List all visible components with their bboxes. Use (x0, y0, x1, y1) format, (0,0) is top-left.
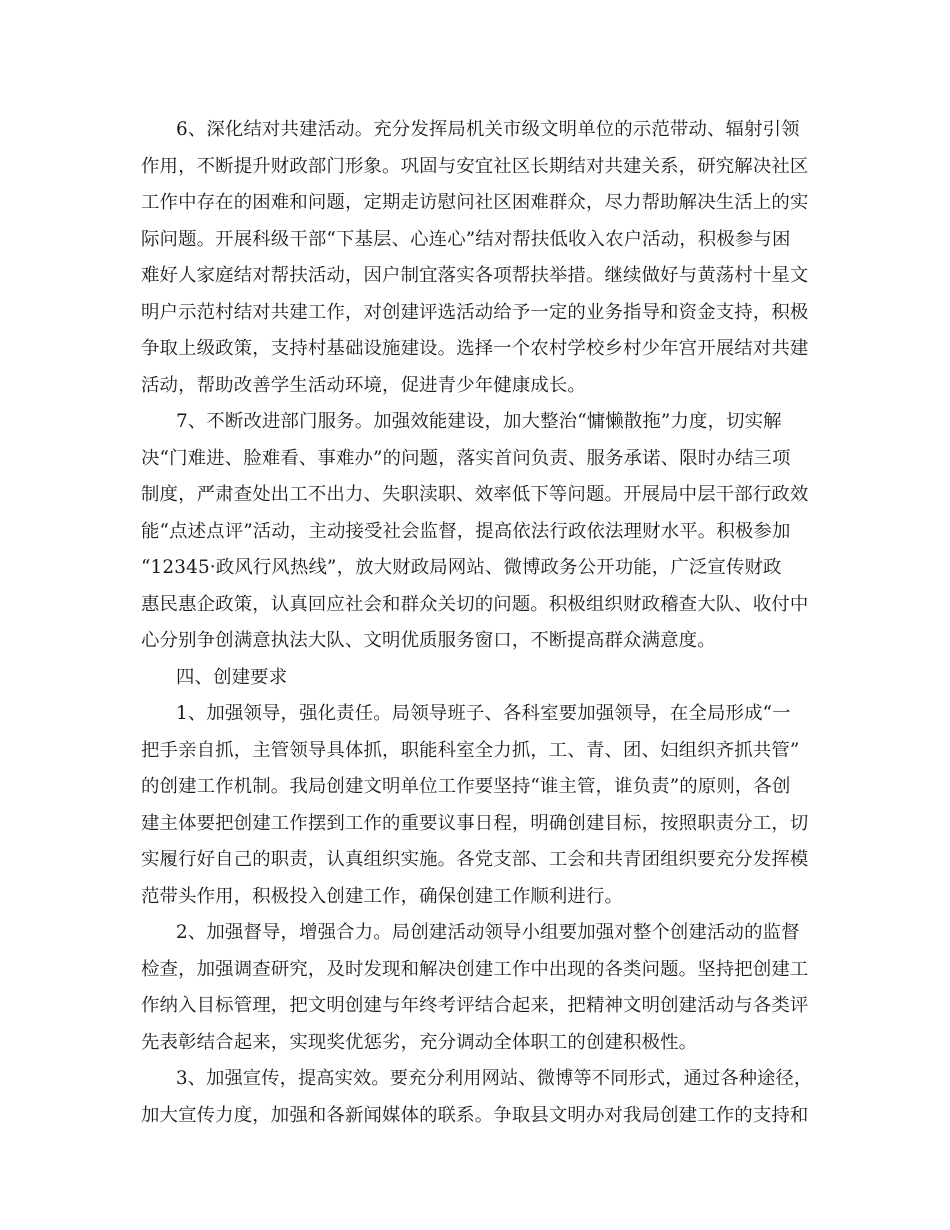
text-line: 能“点述点评”活动，主动接受社会监督，提高依法行政依法理财水平。积极参加 (141, 521, 791, 542)
text-line: 作用，不断提升财政部门形象。巩固与安宜社区长期结对共建关系，研究解决社区 (141, 156, 809, 177)
text-line: 把手亲自抓，主管领导具体抓，职能科室全力抓，工、青、团、妇组织齐抓共管” (141, 740, 800, 761)
text-line: 加大宣传力度，加强和各新闻媒体的联系。争取县文明办对我局创建工作的支持和 (141, 1105, 809, 1126)
text-line: 心分别争创满意执法大队、文明优质服务窗口，不断提高群众满意度。 (141, 630, 716, 651)
text-line: 实履行好自己的职责，认真组织实施。各党支部、工会和共青团组织要充分发挥模 (141, 849, 809, 870)
text-line: 惠民惠企政策，认真回应社会和群众关切的问题。积极组织财政稽查大队、收付中 (141, 594, 809, 615)
text-line: 作纳入目标管理，把文明创建与年终考评结合起来，把精神文明创建活动与各类评 (141, 995, 809, 1016)
text-line: 2、加强督导，增强合力。局创建活动领导小组要加强对整个创建活动的监督 (176, 922, 800, 943)
text-line: 范带头作用，积极投入创建工作，确保创建工作顺利进行。 (141, 886, 624, 907)
section-heading: 四、创建要求 (176, 667, 288, 688)
text-line: 工作中存在的困难和问题，定期走访慰问社区困难群众，尽力帮助解决生活上的实 (141, 192, 809, 213)
text-line: 6、深化结对共建活动。充分发挥局机关市级文明单位的示范带动、辐射引领 (176, 119, 800, 140)
text-line: 7、不断改进部门服务。加强效能建设，加大整治“慵懒散拖”力度，切实解 (176, 411, 782, 432)
text-line: 难好人家庭结对帮扶活动，因户制宜落实各项帮扶举措。继续做好与黄荡村十星文 (141, 265, 809, 286)
text-line: 活动，帮助改善学生活动环境，促进青少年健康成长。 (141, 375, 586, 396)
text-line: 际问题。开展科级干部“下基层、心连心”结对帮扶低收入农户活动，积极参与困 (141, 229, 791, 250)
text-line: 制度，严肃查处出工不出力、失职渎职、效率低下等问题。开展局中层干部行政效 (141, 484, 809, 505)
text-line: 1、加强领导，强化责任。局领导班子、各科室要加强领导，在全局形成“一 (176, 703, 791, 724)
text-line: 建主体要把创建工作摆到工作的重要议事日程，明确创建目标，按照职责分工，切 (141, 813, 809, 834)
text-line: 明户示范村结对共建工作，对创建评选活动给予一定的业务指导和资金支持，积极 (141, 302, 809, 323)
text-line: 的创建工作机制。我局创建文明单位工作要坚持“谁主管，谁负责”的原则，各创 (141, 776, 791, 797)
text-line: 检查，加强调查研究，及时发现和解决创建工作中出现的各类问题。坚持把创建工 (141, 959, 809, 980)
text-line: 决“门难进、脸难看、事难办”的问题，落实首问负责、服务承诺、限时办结三项 (141, 448, 791, 469)
text-line: “12345·政风行风热线”，放大财政局网站、微博政务公开功能，广泛宣传财政 (141, 557, 782, 578)
text-line: 先表彰结合起来，实现奖优惩劣，充分调动全体职工的创建积极性。 (141, 1032, 698, 1053)
text-line: 3、加强宣传，提高实效。要充分利用网站、微博等不同形式，通过各种途径， (176, 1068, 813, 1089)
text-line: 争取上级政策，支持村基础设施建设。选择一个农村学校乡村少年宫开展结对共建 (141, 338, 809, 359)
